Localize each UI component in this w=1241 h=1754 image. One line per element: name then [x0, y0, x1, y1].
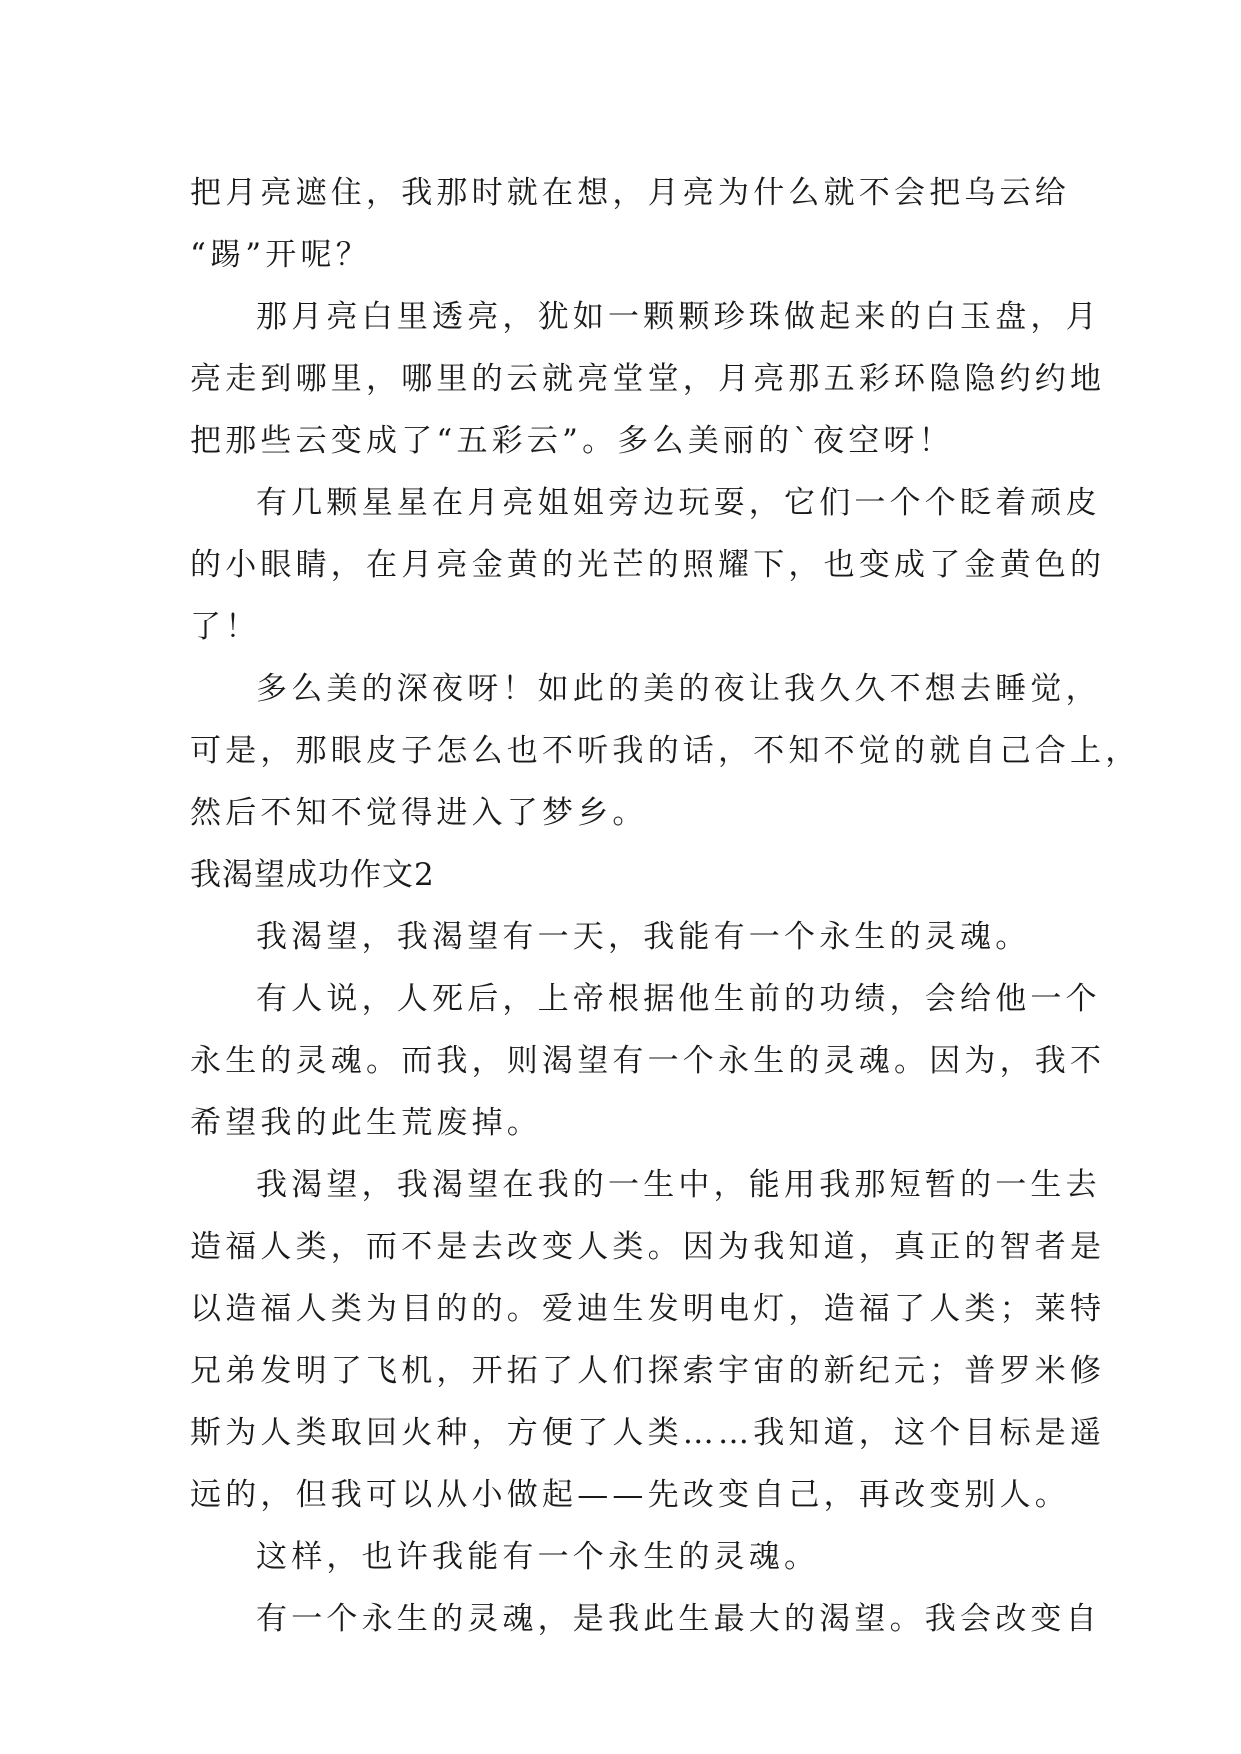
text-line: 的小眼睛，在月亮金黄的光芒的照耀下，也变成了金黄色的	[190, 547, 1106, 583]
paragraph-start-line: 我渴望，我渴望有一天，我能有一个永生的灵魂。	[256, 919, 1031, 955]
paragraph-start-line: 有一个永生的灵魂，是我此生最大的渴望。我会改变自	[256, 1601, 1101, 1637]
text-line: 希望我的此生荒废掉。	[190, 1105, 542, 1141]
paragraph-start-line: 有人说，人死后，上帝根据他生前的功绩，会给他一个	[256, 981, 1101, 1017]
text-line: “踢”开呢？	[190, 237, 371, 273]
text-line: 斯为人类取回火种，方便了人类……我知道，这个目标是遥	[190, 1415, 1106, 1451]
paragraph-start-line: 这样，也许我能有一个永生的灵魂。	[256, 1539, 820, 1575]
paragraph-start-line: 我渴望，我渴望在我的一生中，能用我那短暂的一生去	[256, 1167, 1101, 1203]
text-line: 了！	[190, 609, 261, 645]
text-line: 兄弟发明了飞机，开拓了人们探索宇宙的新纪元；普罗米修	[190, 1353, 1106, 1389]
text-line: 以造福人类为目的的。爱迪生发明电灯，造福了人类；莱特	[190, 1291, 1106, 1327]
document-page	[190, 162, 1141, 1650]
text-line: 把月亮遮住，我那时就在想，月亮为什么就不会把乌云给	[190, 175, 1070, 211]
text-line: 亮走到哪里，哪里的云就亮堂堂，月亮那五彩环隐隐约约地	[190, 361, 1106, 397]
section-heading: 我渴望成功作文2	[190, 857, 435, 893]
paragraph-start-line: 有几颗星星在月亮姐姐旁边玩耍，它们一个个眨着顽皮	[256, 485, 1101, 521]
text-line: 然后不知不觉得进入了梦乡。	[190, 795, 648, 831]
paragraph-start-line: 多么美的深夜呀！如此的美的夜让我久久不想去睡觉，	[256, 671, 1101, 707]
paragraph-start-line: 那月亮白里透亮，犹如一颗颗珍珠做起来的白玉盘，月	[256, 299, 1101, 335]
text-line: 把那些云变成了“五彩云”。多么美丽的`夜空呀！	[190, 423, 954, 459]
text-line: 远的，但我可以从小做起——先改变自己，再改变别人。	[190, 1477, 1070, 1513]
text-line: 永生的灵魂。而我，则渴望有一个永生的灵魂。因为，我不	[190, 1043, 1106, 1079]
text-line: 可是，那眼皮子怎么也不听我的话，不知不觉的就自己合上，	[190, 733, 1141, 769]
text-line: 造福人类，而不是去改变人类。因为我知道，真正的智者是	[190, 1229, 1106, 1265]
